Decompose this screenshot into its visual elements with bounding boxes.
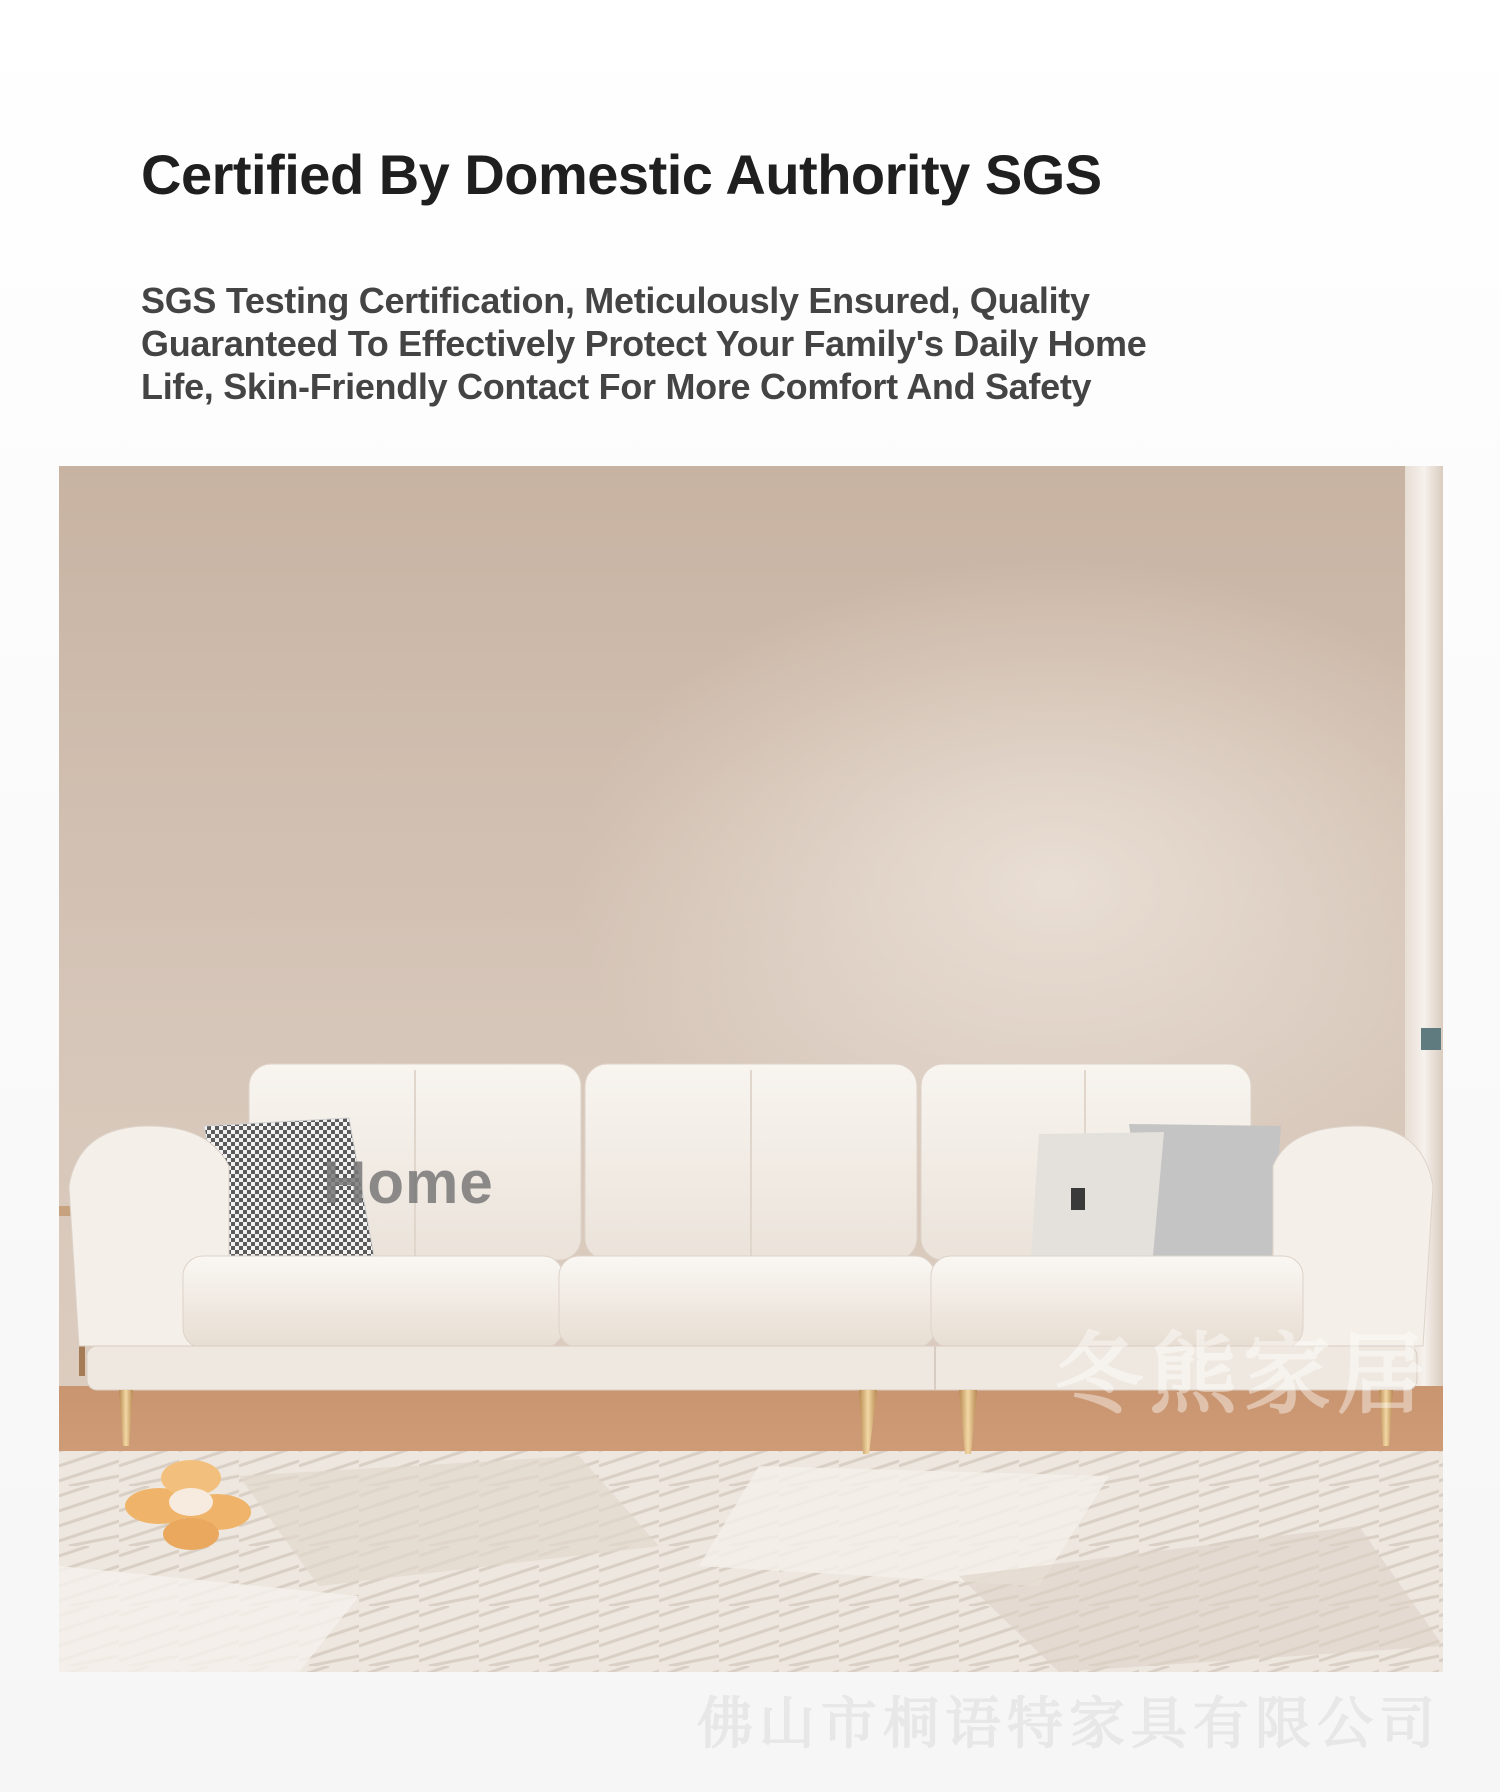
company-watermark: 佛山市桐语特家具有限公司 bbox=[697, 1692, 1441, 1757]
page-title: Certified By Domestic Authority SGS bbox=[141, 142, 1102, 206]
chinese-brand-watermark: 冬熊家居 bbox=[1055, 1323, 1432, 1426]
sofa-product-image bbox=[59, 466, 1443, 1672]
brand-watermark: Home bbox=[323, 1149, 494, 1216]
certification-description: SGS Testing Certification, Meticulously Ensured, Quality Guaranteed To Effectively Protect Your Family's Daily Home Life, Skin-Friendly Contact For More Comfort And Safety bbox=[141, 280, 1147, 407]
